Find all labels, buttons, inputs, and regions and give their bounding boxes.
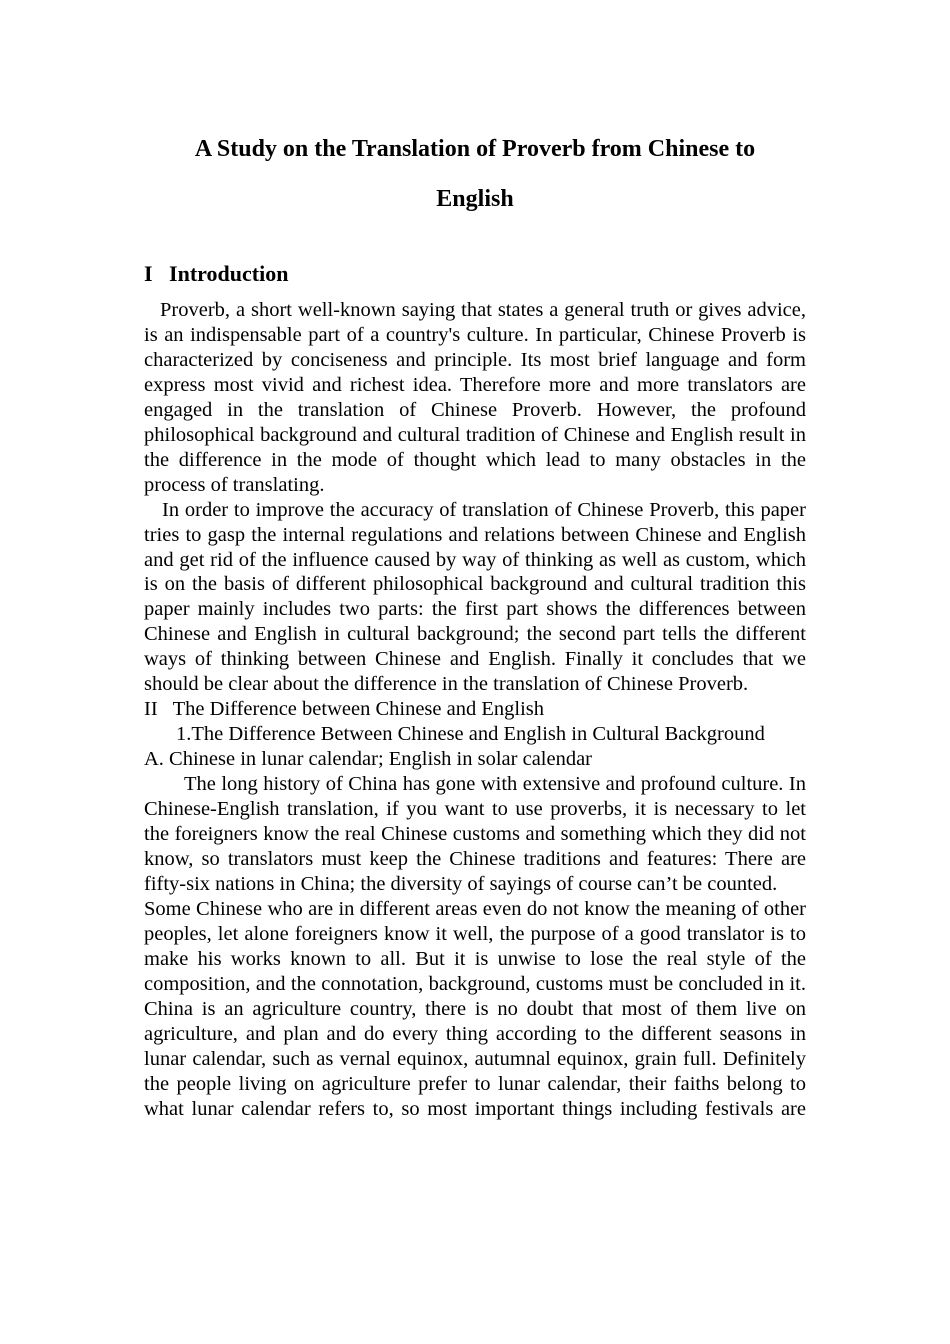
document-title-line-2: English bbox=[436, 186, 514, 212]
section-heading-introduction: I Introduction bbox=[144, 261, 289, 286]
subsection-heading-cultural-background: 1.The Difference Between Chinese and English in Cultural Background bbox=[176, 723, 765, 746]
point-heading-calendar: A. Chinese in lunar calendar; English in solar calendar bbox=[144, 748, 593, 771]
body-paragraph-4: Some Chinese who are in different areas even do not know the meaning of other peoples, let alone foreigners know it well, the purpose of a good translator is to make his works known to all. But it is unwise to lose the real style of the composition, and the connotation, background, customs must be concluded in it. China is an agriculture country, there is no doubt that most of them live on agriculture, and plan and do every thing according to the different seasons in lunar calendar, such as vernal equinox, autumnal equinox, grain full. Definitely the people living on agriculture prefer to lunar calendar, their faiths belong to what lunar calendar refers to, so most important things including festivals are bbox=[144, 897, 806, 1120]
intro-paragraph-1: Proverb, a short well-known saying that states a general truth or gives advice, is an indispensable part of a country's culture. In particular, Chinese Proverb is characterized by conciseness and principle. Its most brief language and form express most vivid and richest idea. Therefore more and more translators are engaged in the translation of Chinese Proverb. However, the profound philosophical background and cultural tradition of Chinese and English result in the difference in the mode of thought which lead to many obstacles in the process of translating. bbox=[144, 299, 806, 496]
body-paragraph-3: The long history of China has gone with extensive and profound culture. In Chinese-English translation, if you want to use proverbs, it is necessary to let the foreigners know the real Chinese customs and something which they did not know, so translators must keep the Chinese traditions and features: There are fifty-six nations in China; the diversity of sayings of course can’t be counted. bbox=[144, 773, 806, 895]
document-body bbox=[144, 298, 806, 1121]
intro-paragraph-2: In order to improve the accuracy of translation of Chinese Proverb, this paper tries to gasp the internal regulations and relations between Chinese and English and get rid of the influence caused by way of thinking as well as custom, which is on the basis of different philosophical background and cultural tradition this paper mainly includes two parts: the first part shows the differences between Chinese and English in cultural background; the second part tells the different ways of thinking between Chinese and English. Finally it concludes that we should be clear about the difference in the translation of Chinese Proverb. bbox=[144, 498, 806, 696]
section-heading-difference: II The Difference between Chinese and English bbox=[144, 698, 544, 721]
document-title-line-1: A Study on the Translation of Proverb from Chinese to bbox=[194, 136, 756, 162]
